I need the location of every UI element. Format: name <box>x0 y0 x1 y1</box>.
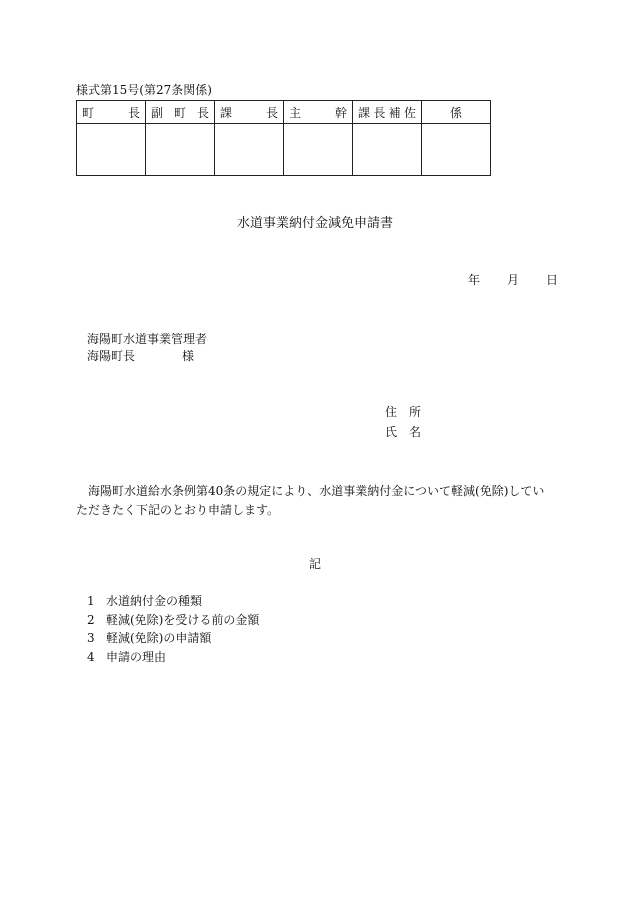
header-cho-text: 町 <box>82 105 95 120</box>
stamp-cell-kakari[interactable] <box>422 124 491 176</box>
header-kakari: 係 <box>422 101 491 124</box>
header-kacho-1: 課 <box>220 105 233 120</box>
form-number: 様式第15号(第27条関係) <box>76 83 212 97</box>
applicant-name-label <box>385 426 421 438</box>
header-shukan-1: 主 <box>289 105 302 120</box>
name-label-2: 名 <box>409 425 422 439</box>
document-title: 水道事業納付金減免申請書 <box>236 216 393 231</box>
list-item <box>87 651 259 670</box>
date-line <box>468 274 558 286</box>
header-shukan <box>284 101 353 124</box>
item-number: 1 <box>87 594 95 608</box>
header-kacho-2: 長 <box>265 105 278 120</box>
stamp-cell-kacho[interactable] <box>215 124 284 176</box>
addressee-manager: 海陽町水道事業管理者 <box>87 332 208 346</box>
header-hosa-2: 長 <box>373 105 386 120</box>
list-item <box>87 595 259 614</box>
item-text: 軽減(免除)を受ける前の金額 <box>106 612 260 627</box>
header-fukucho-3: 長 <box>196 105 209 120</box>
date-month-label: 月 <box>507 273 520 287</box>
item-text: 軽減(免除)の申請額 <box>106 631 212 645</box>
header-hosa-1: 課 <box>358 105 371 120</box>
request-body-text: 海陽町水道給水条例第40条の規定により、水道事業納付金について軽減(免除)していただきたく下記のとおり申請します。 <box>76 484 545 517</box>
header-kacho <box>215 101 284 124</box>
stamp-cell-shukan[interactable] <box>284 124 353 176</box>
addressee-mayor <box>87 350 194 362</box>
addressee-mayor-text: 海陽町長 <box>87 349 136 363</box>
header-cho <box>77 101 146 124</box>
header-fukucho-2: 町 <box>173 105 186 120</box>
item-text: 申請の理由 <box>106 649 167 664</box>
header-shukan-2: 幹 <box>334 105 347 120</box>
header-fukucho-1: 副 <box>151 105 164 120</box>
list-item <box>87 614 259 633</box>
header-cho-text-2: 長 <box>127 105 140 120</box>
date-day-label: 日 <box>546 273 559 287</box>
header-hosa-3: 補 <box>388 105 401 120</box>
name-label-1: 氏 <box>385 425 398 439</box>
approval-stamp-table <box>76 100 491 176</box>
item-list <box>87 595 259 669</box>
list-item <box>87 632 259 651</box>
ki-heading: 記 <box>308 557 321 571</box>
item-number: 2 <box>87 612 95 627</box>
item-text: 水道納付金の種類 <box>106 594 203 608</box>
applicant-address-label <box>385 406 421 418</box>
address-label-1: 住 <box>385 405 398 419</box>
header-hosa-4: 佐 <box>403 105 416 120</box>
stamp-cell-fukucho[interactable] <box>146 124 215 176</box>
header-kacho-hosa <box>353 101 422 124</box>
item-number: 3 <box>87 631 95 645</box>
date-year-label: 年 <box>468 273 481 287</box>
stamp-cell-kacho-hosa[interactable] <box>353 124 422 176</box>
address-label-2: 所 <box>409 405 422 419</box>
honorific: 様 <box>182 349 195 363</box>
stamp-cell-cho[interactable] <box>77 124 146 176</box>
header-fukucho <box>146 101 215 124</box>
item-number: 4 <box>87 649 95 664</box>
